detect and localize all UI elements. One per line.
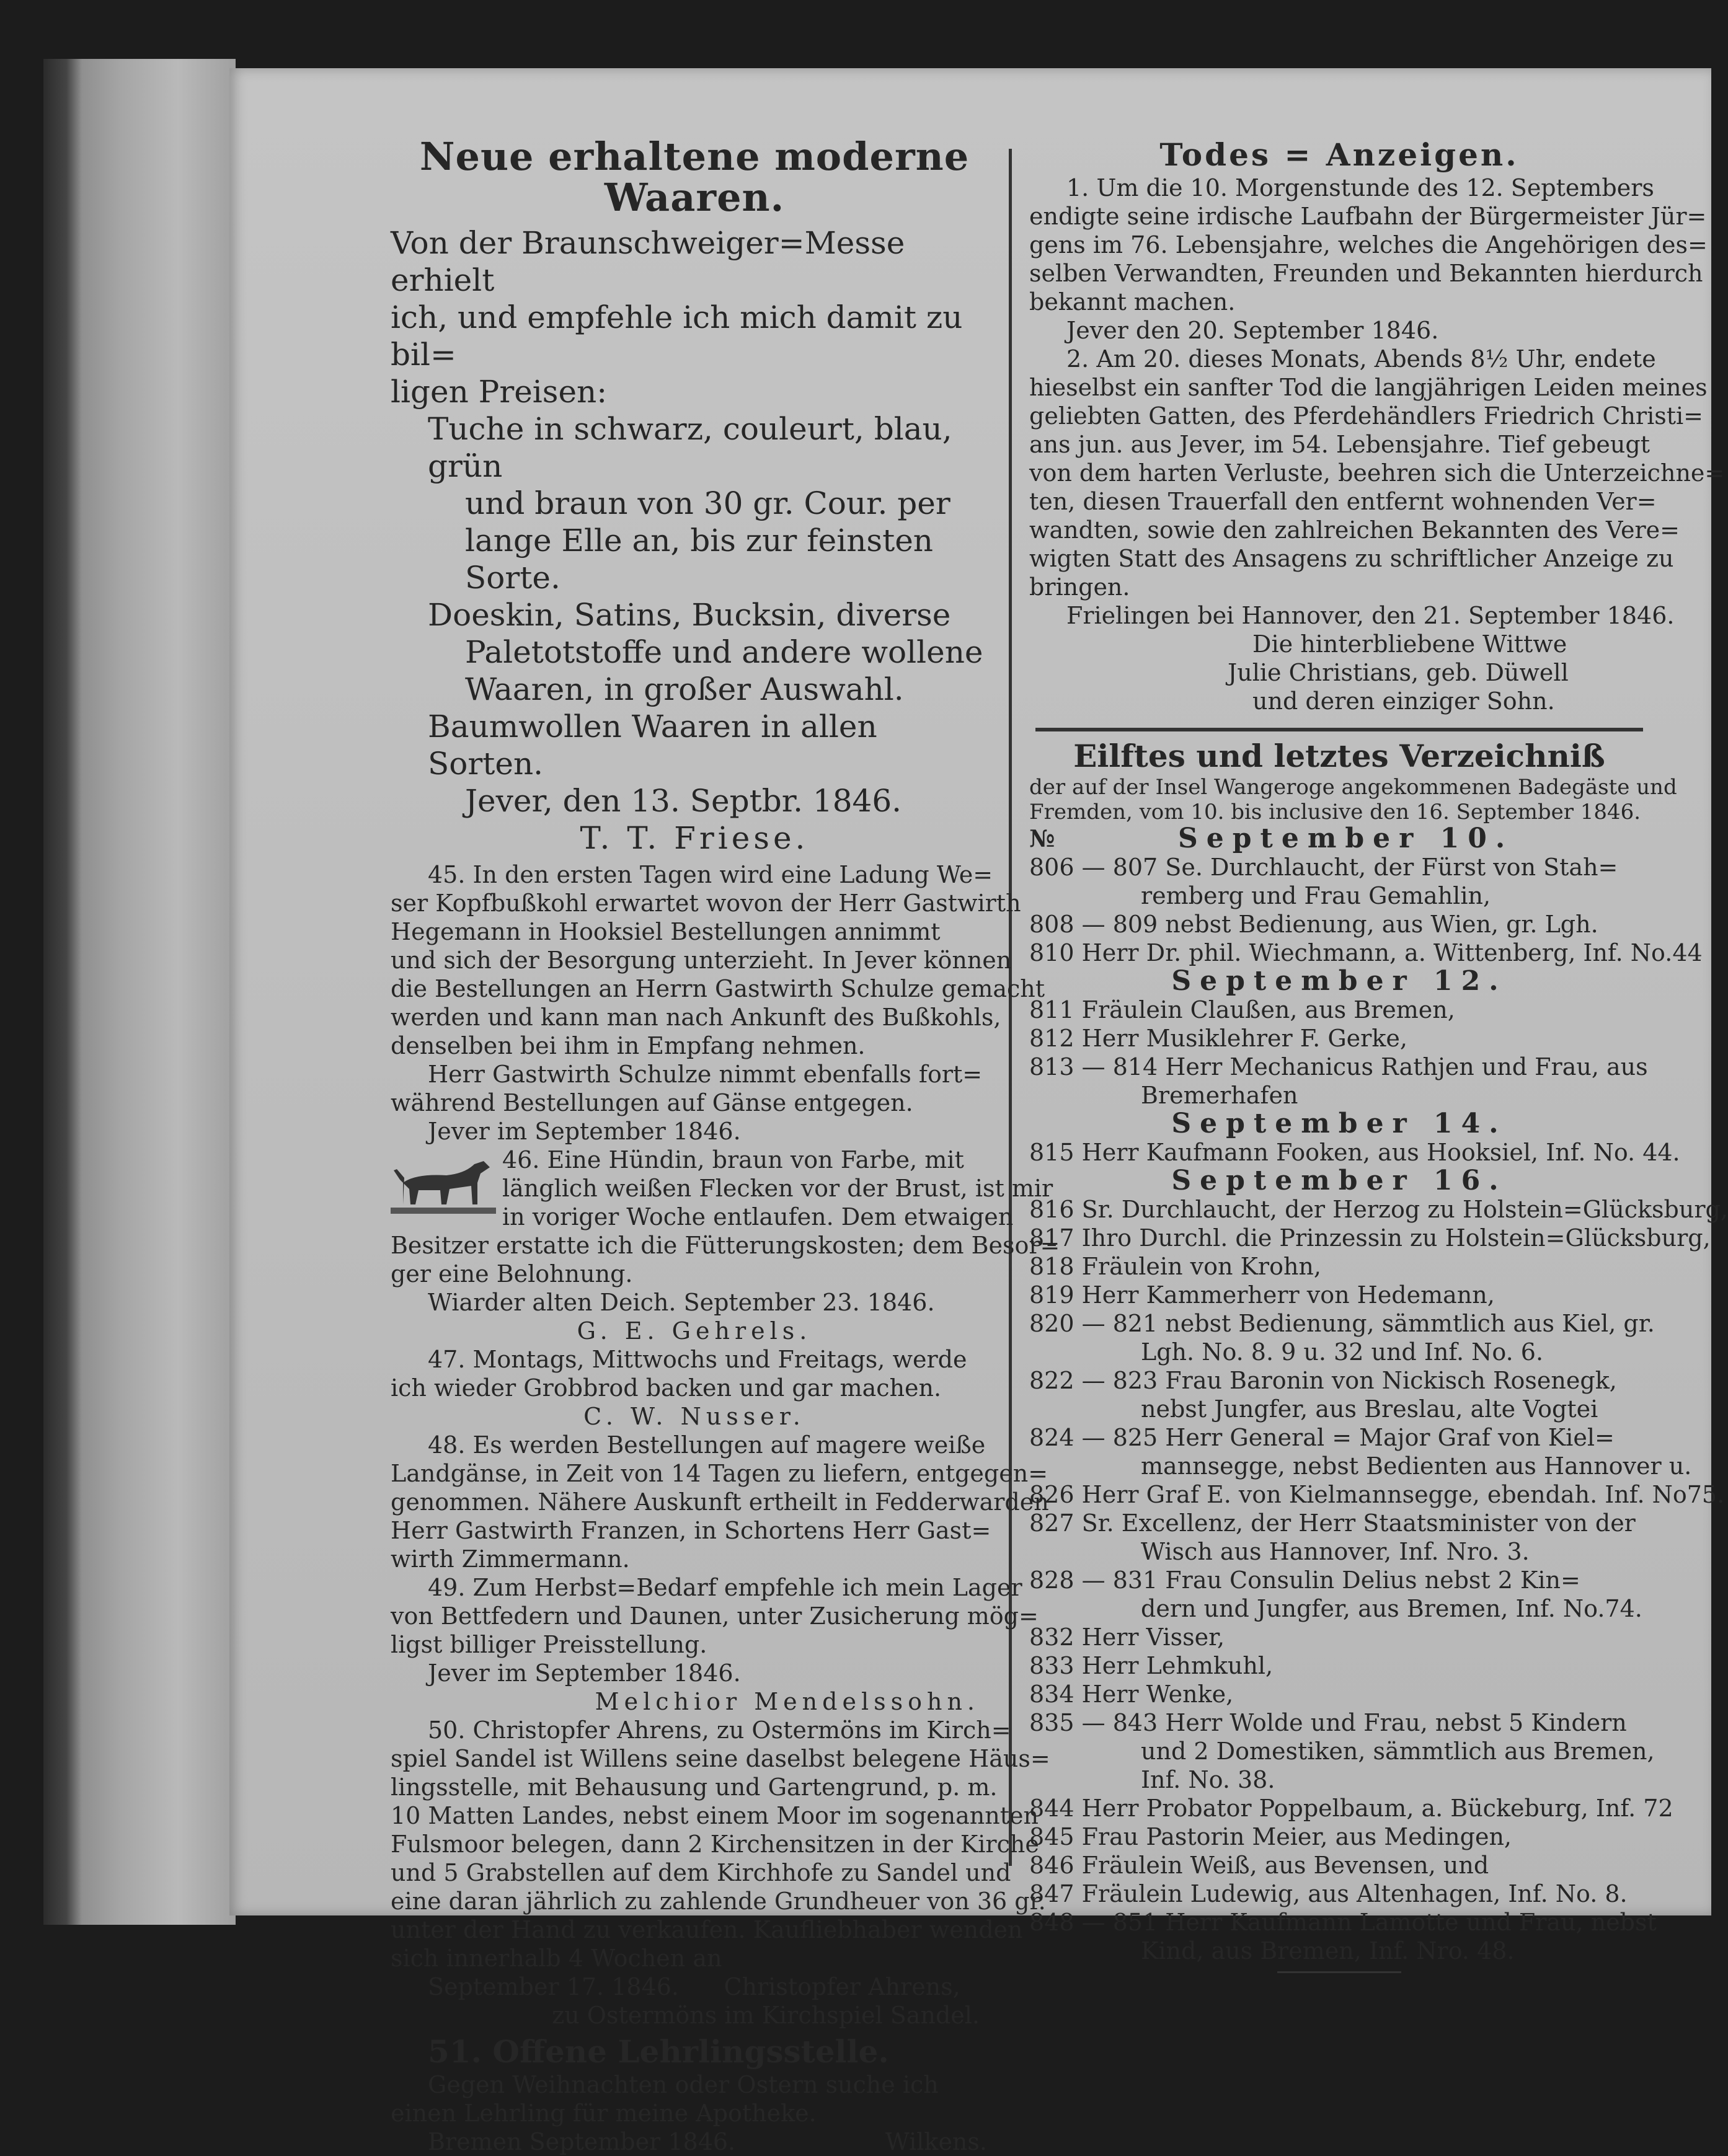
guest-entry: 834 Herr Wenke, bbox=[1029, 1681, 1234, 1708]
notice-line: 47. Montags, Mittwochs und Freitags, werde bbox=[428, 1346, 967, 1373]
guest-list-subtitle: Fremden, vom 10. bis inclusive den 16. September 1846. bbox=[1029, 800, 1641, 824]
notice-line: unter der Hand zu verkaufen. Kaufliebhaber wenden bbox=[391, 1916, 1023, 1943]
guest-entry: 847 Fräulein Ludewig, aus Altenhagen, Inf. No. 8. bbox=[1029, 1880, 1628, 1907]
notice-line: September 17. 1846. Christopfer Ahrens, bbox=[428, 1973, 960, 2000]
guest-entry: 806 — 807 Se. Durchlaucht, der Fürst von Stah= bbox=[1029, 854, 1618, 881]
notice-line: Wiarder alten Deich. September 23. 1846. bbox=[428, 1289, 935, 1316]
guest-entry: 848 — 851 Herr Kaufmann Lamotte und Frau, nebst bbox=[1029, 1909, 1657, 1936]
notice-line: von dem harten Verluste, beehren sich die Unterzeichne= bbox=[1029, 459, 1725, 487]
ad-line: ligen Preisen: bbox=[391, 374, 608, 410]
notice-line: Besitzer erstatte ich die Fütterungskosten; dem Besor= bbox=[391, 1232, 1060, 1259]
guest-entry: 844 Herr Probator Poppelbaum, a. Bückeburg, Inf. 72 bbox=[1029, 1795, 1673, 1822]
ad-item: Baumwollen Waaren in allen Sorten. bbox=[428, 709, 877, 782]
notice-47 bbox=[391, 1345, 998, 1431]
notice-line: Herr Gastwirth Schulze nimmt ebenfalls fort= bbox=[428, 1061, 983, 1088]
guest-entry: mannsegge, nebst Bedienten aus Hannover u. bbox=[1141, 1452, 1692, 1480]
dog-illustration-icon bbox=[391, 1146, 496, 1220]
guest-list-subtitle: der auf der Insel Wangeroge angekommenen Badegäste und bbox=[1029, 775, 1677, 800]
notice-line: werden und kann man nach Ankunft des Bußkohls, bbox=[391, 1004, 1001, 1031]
guest-entry: 845 Frau Pastorin Meier, aus Medingen, bbox=[1029, 1823, 1512, 1850]
notice-line: ich wieder Grobbrod backen und gar machen. bbox=[391, 1374, 942, 1402]
notice-line: endigte seine irdische Laufbahn der Bürgermeister Jür= bbox=[1029, 203, 1707, 230]
notice-signature: Melchior Mendelssohn. bbox=[595, 1688, 980, 1715]
notice-line: ans jun. aus Jever, im 54. Lebensjahre. Tief gebeugt bbox=[1029, 431, 1650, 458]
notice-line: selben Verwandten, Freunden und Bekannten hierdurch bbox=[1029, 260, 1703, 287]
notice-line: Landgänse, in Zeit von 14 Tagen zu liefern, entgegen= bbox=[391, 1460, 1048, 1487]
notice-line: Herr Gastwirth Franzen, in Schortens Herr Gast= bbox=[391, 1517, 991, 1544]
date-heading: September 14. bbox=[1171, 1108, 1507, 1139]
guest-entry: 822 — 823 Frau Baronin von Nickisch Rosenegk, bbox=[1029, 1367, 1617, 1394]
notice-line: länglich weißen Flecken vor der Brust, ist mir bbox=[502, 1175, 1053, 1202]
notice-line: ligst billiger Preisstellung. bbox=[391, 1631, 707, 1658]
notice-line: 50. Christopfer Ahrens, zu Ostermöns im Kirch= bbox=[428, 1716, 1011, 1744]
date-heading-label: September 10. bbox=[1178, 823, 1514, 854]
notice-line: 10 Matten Landes, nebst einem Moor im sogenannten bbox=[391, 1802, 1039, 1829]
ad-item: Waaren, in großer Auswahl. bbox=[465, 671, 904, 707]
guest-entry: Inf. No. 38. bbox=[1141, 1766, 1275, 1793]
guest-entry: 810 Herr Dr. phil. Wiechmann, a. Wittenberg, Inf. No.44 bbox=[1029, 939, 1703, 966]
guest-entry: Bremerhafen bbox=[1141, 1082, 1298, 1109]
guest-entry: 812 Herr Musiklehrer F. Gerke, bbox=[1029, 1025, 1407, 1052]
notice-line: die Bestellungen an Herrn Gastwirth Schulze gemacht bbox=[391, 975, 1045, 1002]
guest-entry: 846 Fräulein Weiß, aus Bevensen, und bbox=[1029, 1852, 1489, 1879]
notice-line: wandten, sowie den zahlreichen Bekannten des Vere= bbox=[1029, 516, 1680, 544]
ad-line: ich, und empfehle ich mich damit zu bil= bbox=[391, 299, 963, 373]
notice-line: 49. Zum Herbst=Bedarf empfehle ich mein Lager bbox=[428, 1574, 1022, 1601]
notice-line: wirth Zimmermann. bbox=[391, 1545, 630, 1573]
right-column bbox=[1029, 136, 1728, 1973]
notice-50 bbox=[391, 1716, 1050, 2030]
guest-entry: remberg und Frau Gemahlin, bbox=[1141, 882, 1491, 909]
ad-signature: T. T. Friese. bbox=[580, 820, 809, 856]
notice-line: bekannt machen. bbox=[1029, 288, 1236, 316]
notice-line: ser Kopfbußkohl erwartet wovon der Herr Gastwirth bbox=[391, 890, 1021, 917]
notice-line: genommen. Nähere Auskunft ertheilt in Fedderwarden bbox=[391, 1488, 1049, 1516]
notice-line: ger eine Belohnung. bbox=[391, 1260, 633, 1288]
notice-line: geliebten Gatten, des Pferdehändlers Friedrich Christi= bbox=[1029, 402, 1704, 430]
guest-entry: 833 Herr Lehmkuhl, bbox=[1029, 1652, 1274, 1679]
ad-item: Jever, den 13. Septbr. 1846. bbox=[465, 783, 902, 819]
notice-51 bbox=[391, 2033, 998, 2156]
guest-list bbox=[1029, 738, 1728, 1973]
notice-line: eine daran jährlich zu zahlende Grundheuer von 36 gr. bbox=[391, 1888, 1046, 1915]
notice-line: spiel Sandel ist Willens seine daselbst belegene Häus= bbox=[391, 1745, 1050, 1772]
notice-line: Jever im September 1846. bbox=[428, 1659, 741, 1687]
notice-line: gens im 76. Lebensjahre, welches die Angehörigen des= bbox=[1029, 231, 1708, 258]
notice-line: Fulsmoor belegen, dann 2 Kirchensitzen in der Kirche bbox=[391, 1831, 1039, 1858]
notice-line: 48. Es werden Bestellungen auf magere weiße bbox=[428, 1431, 986, 1459]
ad-title: Neue erhaltene moderne Waaren. bbox=[419, 134, 970, 220]
ad-item: lange Elle an, bis zur feinsten Sorte. bbox=[465, 523, 933, 596]
notice-line: in voriger Woche entlaufen. Dem etwaigen bbox=[502, 1203, 1014, 1230]
notice-46 bbox=[391, 1146, 1060, 1345]
guest-entry: 820 — 821 nebst Bedienung, sämmtlich aus Kiel, gr. bbox=[1029, 1310, 1655, 1337]
guest-entry: 824 — 825 Herr General = Major Graf von Kiel= bbox=[1029, 1424, 1615, 1451]
death-notices-title: Todes = Anzeigen. bbox=[1159, 136, 1519, 173]
number-sign: № bbox=[1029, 824, 1055, 852]
notice-line: Hegemann in Hooksiel Bestellungen annimmt bbox=[391, 918, 941, 945]
guest-list-title: Eilftes und letztes Verzeichniß bbox=[1073, 738, 1605, 774]
notice-line: 45. In den ersten Tagen wird eine Ladung We= bbox=[428, 861, 993, 888]
notice-48 bbox=[391, 1431, 1049, 1573]
end-rule bbox=[1277, 1971, 1401, 1973]
guest-entry: 808 — 809 nebst Bedienung, aus Wien, gr. Lgh. bbox=[1029, 911, 1598, 938]
notice-signature: C. W. Nusser. bbox=[583, 1403, 805, 1430]
notice-line: Gegen Weihnachten oder Ostern suche ich bbox=[428, 2071, 939, 2098]
notice-line: während Bestellungen auf Gänse entgegen. bbox=[391, 1089, 913, 1116]
notice-line: einen Lehrling für meine Apotheke. bbox=[391, 2100, 817, 2127]
notice-line: Bremen September 1846. Wilkens. bbox=[428, 2128, 987, 2155]
guest-entry: 815 Herr Kaufmann Fooken, aus Hooksiel, Inf. No. 44. bbox=[1029, 1139, 1680, 1166]
notice-line: Jever im September 1846. bbox=[428, 1118, 741, 1145]
notice-line: wigten Statt des Ansagens zu schriftlicher Anzeige zu bbox=[1029, 545, 1674, 572]
newspaper-page bbox=[229, 68, 1728, 2155]
ad-item: Paletotstoffe und andere wollene bbox=[465, 634, 983, 670]
notice-signature: zu Ostermöns im Kirchspiel Sandel. bbox=[552, 2002, 980, 2029]
notice-line: 1. Um die 10. Morgenstunde des 12. Septembers bbox=[1066, 174, 1654, 201]
notice-line: denselben bei ihm in Empfang nehmen. bbox=[391, 1032, 866, 1059]
guest-entry: 819 Herr Kammerherr von Hedemann, bbox=[1029, 1281, 1495, 1309]
ad-line: Von der Braunschweiger=Messe erhielt bbox=[391, 225, 905, 298]
notice-line: Frielingen bei Hannover, den 21. September 1846. bbox=[1066, 602, 1675, 629]
notice-line: bringen. bbox=[1029, 573, 1130, 601]
guest-entry: 832 Herr Visser, bbox=[1029, 1624, 1225, 1651]
date-heading bbox=[1029, 824, 1649, 853]
guest-entry: Wisch aus Hannover, Inf. Nro. 3. bbox=[1141, 1538, 1530, 1565]
notice-title: 51. Offene Lehrlingsstelle. bbox=[428, 2033, 889, 2070]
death-signature-line: Die hinterbliebene Wittwe bbox=[1252, 630, 1567, 658]
notice-line: hieselbst ein sanfter Tod die langjährigen Leiden meines bbox=[1029, 374, 1708, 401]
guest-entry: dern und Jungfer, aus Bremen, Inf. No.74. bbox=[1141, 1595, 1642, 1622]
ad-item: Tuche in schwarz, couleurt, blau, grün bbox=[428, 411, 952, 484]
notice-line: Jever den 20. September 1846. bbox=[1066, 317, 1439, 344]
guest-entry: Kind, aus Bremen, Inf. Nro. 48. bbox=[1141, 1937, 1515, 1964]
notice-line: sich innerhalb 4 Wochen an bbox=[391, 1945, 722, 1972]
notice-signature: G. E. Gehrels. bbox=[577, 1317, 812, 1345]
guest-entry: 828 — 831 Frau Consulin Delius nebst 2 Kin= bbox=[1029, 1566, 1580, 1594]
guest-entry: und 2 Domestiken, sämmtlich aus Bremen, bbox=[1141, 1738, 1655, 1765]
notice-line: lingsstelle, mit Behausung und Gartengrund, p. m. bbox=[391, 1774, 998, 1801]
notice-line: von Bettfedern und Daunen, unter Zusicherung mög= bbox=[391, 1602, 1039, 1630]
guest-entry: 835 — 843 Herr Wolde und Frau, nebst 5 Kindern bbox=[1029, 1709, 1627, 1736]
book-page-edges bbox=[43, 59, 236, 1925]
death-signature-line: Julie Christians, geb. Düwell bbox=[1228, 659, 1569, 686]
guest-entry: 813 — 814 Herr Mechanicus Rathjen und Frau, aus bbox=[1029, 1053, 1648, 1080]
death-notices bbox=[1029, 174, 1725, 715]
guest-entry: 818 Fräulein von Krohn, bbox=[1029, 1253, 1321, 1280]
ad-item: Doeskin, Satins, Bucksin, diverse bbox=[428, 597, 951, 633]
date-heading: September 16. bbox=[1171, 1165, 1507, 1196]
ad-item: und braun von 30 gr. Cour. per bbox=[465, 485, 950, 521]
guest-entry: 816 Sr. Durchlaucht, der Herzog zu Holstein=Glücksburg, bbox=[1029, 1196, 1728, 1223]
section-divider bbox=[1035, 728, 1643, 731]
notice-line: und 5 Grabstellen auf dem Kirchhofe zu Sandel und bbox=[391, 1859, 1011, 1886]
notice-line: ten, diesen Trauerfall den entfernt wohnenden Ver= bbox=[1029, 488, 1657, 515]
ad-intro bbox=[391, 224, 998, 857]
notice-49 bbox=[391, 1573, 1039, 1716]
death-signature-line: und deren einziger Sohn. bbox=[1252, 687, 1555, 715]
guest-entry: 817 Ihro Durchl. die Prinzessin zu Holstein=Glücksburg, bbox=[1029, 1224, 1711, 1252]
guest-entry: 811 Fräulein Claußen, aus Bremen, bbox=[1029, 996, 1455, 1023]
date-heading: September 12. bbox=[1171, 965, 1507, 997]
notice-line: 2. Am 20. dieses Monats, Abends 8½ Uhr, endete bbox=[1066, 345, 1656, 373]
guest-entry: nebst Jungfer, aus Breslau, alte Vogtei bbox=[1141, 1395, 1598, 1423]
notice-45 bbox=[391, 860, 1045, 1146]
guest-entry: 826 Herr Graf E. von Kielmannsegge, ebendah. Inf. No75. bbox=[1029, 1481, 1725, 1508]
notice-line: und sich der Besorgung unterzieht. In Jever können bbox=[391, 947, 1012, 974]
notice-line: 46. Eine Hündin, braun von Farbe, mit bbox=[502, 1146, 964, 1173]
guest-entry: 827 Sr. Excellenz, der Herr Staatsminister von der bbox=[1029, 1509, 1636, 1537]
guest-entry: Lgh. No. 8. 9 u. 32 und Inf. No. 6. bbox=[1141, 1338, 1544, 1366]
